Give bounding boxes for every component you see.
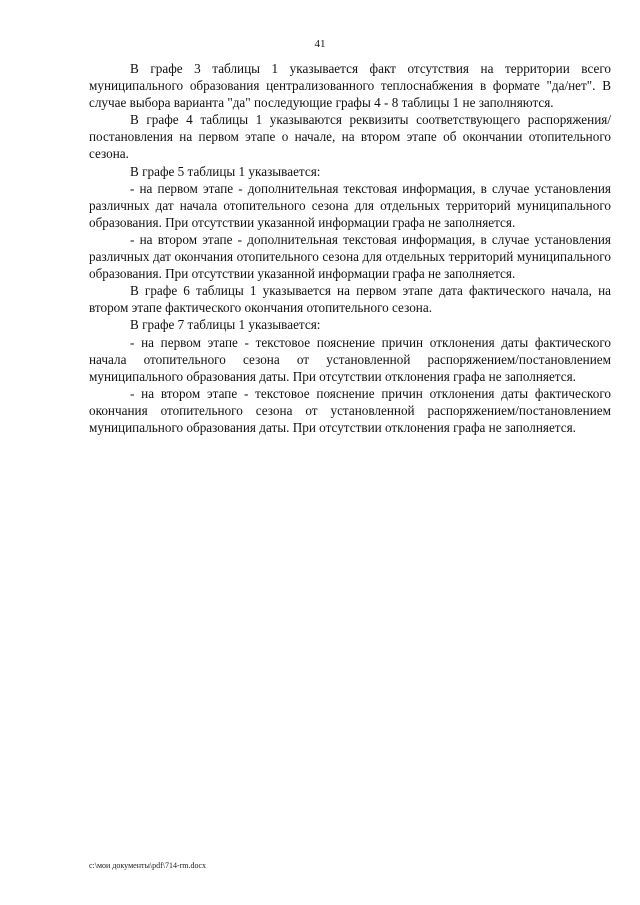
paragraph-column-4: В графе 4 таблицы 1 указываются реквизиты соответствующего распоряжения/постановления на первом этапе о начале, на втором этапе об окончании отопительного сезона.	[89, 112, 611, 162]
paragraph-column-3: В графе 3 таблицы 1 указывается факт отсутствия на территории всего муниципального образования централизованного теплоснабжения в формате "да/нет". В случае выбора варианта "да" последующие графы 4 - 8 таблицы 1 не заполняются.	[89, 61, 611, 111]
paragraph-column-7-stage-1: - на первом этапе - текстовое пояснение причин отклонения даты фактического начала отопительного сезона от установленной распоряжением/постановлением муниципального образования даты. При отсутствии отклонения графа не заполняется.	[89, 334, 611, 384]
paragraph-column-5-stage-1: - на первом этапе - дополнительная текстовая информация, в случае установления различных дат начала отопительного сезона для отдельных территорий муниципального образования. При отсутствии указанной информации графа не заполняется.	[89, 180, 611, 230]
paragraph-column-7-intro: В графе 7 таблицы 1 указывается:	[130, 317, 321, 333]
paragraph-column-5-stage-2: - на втором этапе - дополнительная текстовая информация, в случае установления различных дат окончания отопительного сезона для отдельных территорий муниципального образования. При отсутствии указанной информации графа не заполняется.	[89, 231, 611, 282]
document-body	[89, 60, 611, 436]
paragraph-column-6: В графе 6 таблицы 1 указывается на первом этапе дата фактического начала, на втором этапе фактического окончания отопительного сезона.	[89, 283, 611, 316]
paragraph-column-7-stage-2: - на втором этапе - текстовое пояснение причин отклонения даты фактического окончания отопительного сезона от установленной распоряжением/постановлением муниципального образования даты. При отсутствии отклонения графа не заполняется.	[89, 385, 611, 435]
footer-file-path: c:\мои документы\pdf\714-rm.docx	[89, 861, 207, 870]
page-number: 41	[314, 38, 326, 50]
paragraph-column-5-intro: В графе 5 таблицы 1 указывается:	[130, 163, 321, 179]
